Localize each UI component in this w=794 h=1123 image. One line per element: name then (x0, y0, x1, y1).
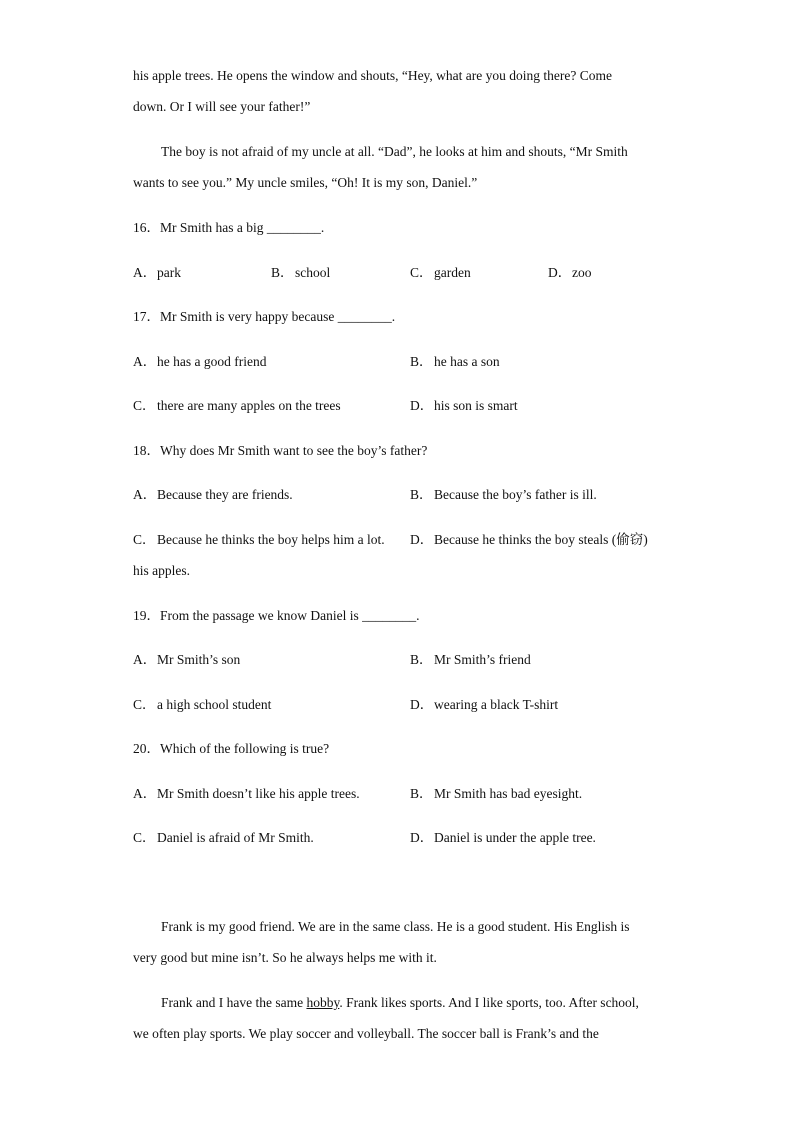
option-text: Because he thinks the boy helps him a lot. (157, 532, 385, 547)
option-letter: A． (133, 487, 157, 502)
option-text: Because the boy’s father is ill. (434, 487, 597, 502)
option-letter: A． (133, 265, 157, 280)
question-18-stem: 18．Why does Mr Smith want to see the boy’s father? (133, 443, 428, 458)
q17-option-a[interactable] (133, 353, 266, 371)
option-letter: C． (410, 265, 433, 280)
q17-option-c[interactable] (133, 397, 341, 415)
q19-option-a[interactable] (133, 651, 240, 669)
passage2-text: Frank and I have the same (161, 995, 307, 1010)
q16-option-d[interactable] (548, 264, 592, 282)
q18-option-d-continuation: his apples. (133, 563, 190, 578)
option-letter: D． (410, 398, 434, 413)
option-text: Mr Smith doesn’t like his apple trees. (157, 786, 360, 801)
q20-option-c[interactable] (133, 829, 314, 847)
option-text: zoo (572, 265, 592, 280)
option-text: Mr Smith’s son (157, 652, 241, 667)
passage1-line: The boy is not afraid of my uncle at all. “Dad”, he looks at him and shouts, “Mr Smith (161, 144, 628, 159)
option-text: Because they are friends. (157, 487, 293, 502)
q18-option-b[interactable] (410, 486, 597, 504)
option-text: park (157, 265, 181, 280)
q17-option-b[interactable] (410, 353, 500, 371)
q16-option-b[interactable] (271, 264, 330, 282)
option-letter: C． (133, 830, 156, 845)
option-letter: D． (410, 830, 434, 845)
q16-option-a[interactable] (133, 264, 181, 282)
q18-option-c[interactable] (133, 531, 385, 549)
option-letter: B． (410, 487, 433, 502)
option-text: Mr Smith’s friend (434, 652, 531, 667)
passage2-line: Frank is my good friend. We are in the same class. He is a good student. His English is (161, 919, 630, 934)
option-letter: A． (133, 354, 157, 369)
option-text: Daniel is afraid of Mr Smith. (157, 830, 314, 845)
passage2-text: . Frank likes sports. And I like sports, too. After school, (339, 995, 639, 1010)
passage2-line: we often play sports. We play soccer and volleyball. The soccer ball is Frank’s and the (133, 1026, 599, 1041)
q20-option-a[interactable] (133, 785, 360, 803)
passage1-line: down. Or I will see your father!” (133, 99, 311, 114)
option-text: school (295, 265, 331, 280)
option-text: Mr Smith has bad eyesight. (434, 786, 583, 801)
option-letter: B． (410, 354, 433, 369)
q19-option-c[interactable] (133, 696, 271, 714)
option-text: he has a good friend (157, 354, 267, 369)
passage1-line: wants to see you.” My uncle smiles, “Oh! It is my son, Daniel.” (133, 175, 478, 190)
option-text: a high school student (157, 697, 272, 712)
question-19-stem: 19．From the passage we know Daniel is ________. (133, 608, 420, 623)
option-letter: C． (133, 532, 156, 547)
option-text: Daniel is under the apple tree. (434, 830, 596, 845)
option-letter: B． (410, 652, 433, 667)
q19-option-d[interactable] (410, 696, 558, 714)
question-17-stem: 17．Mr Smith is very happy because ________. (133, 309, 396, 324)
option-letter: B． (271, 265, 294, 280)
option-text: wearing a black T-shirt (434, 697, 559, 712)
option-text: there are many apples on the trees (157, 398, 341, 413)
option-text: Because he thinks the boy steals (偷窃) (434, 532, 648, 547)
passage2-line (161, 994, 639, 1012)
q16-option-c[interactable] (410, 264, 471, 282)
q18-option-d[interactable] (410, 531, 648, 549)
option-text: his son is smart (434, 398, 518, 413)
q17-option-d[interactable] (410, 397, 518, 415)
underlined-word: hobby (306, 995, 340, 1010)
q20-option-d[interactable] (410, 829, 596, 847)
option-letter: A． (133, 786, 157, 801)
passage1-line: his apple trees. He opens the window and shouts, “Hey, what are you doing there? Come (133, 68, 612, 83)
option-letter: D． (410, 532, 434, 547)
option-letter: D． (410, 697, 434, 712)
option-text: he has a son (434, 354, 500, 369)
q18-option-a[interactable] (133, 486, 293, 504)
option-letter: B． (410, 786, 433, 801)
option-letter: C． (133, 398, 156, 413)
option-letter: A． (133, 652, 157, 667)
q20-option-b[interactable] (410, 785, 582, 803)
passage2-line: very good but mine isn’t. So he always helps me with it. (133, 950, 437, 965)
option-letter: D． (548, 265, 572, 280)
option-text: garden (434, 265, 471, 280)
q19-option-b[interactable] (410, 651, 531, 669)
question-16-stem: 16．Mr Smith has a big ________. (133, 220, 325, 235)
question-20-stem: 20．Which of the following is true? (133, 741, 330, 756)
option-letter: C． (133, 697, 156, 712)
